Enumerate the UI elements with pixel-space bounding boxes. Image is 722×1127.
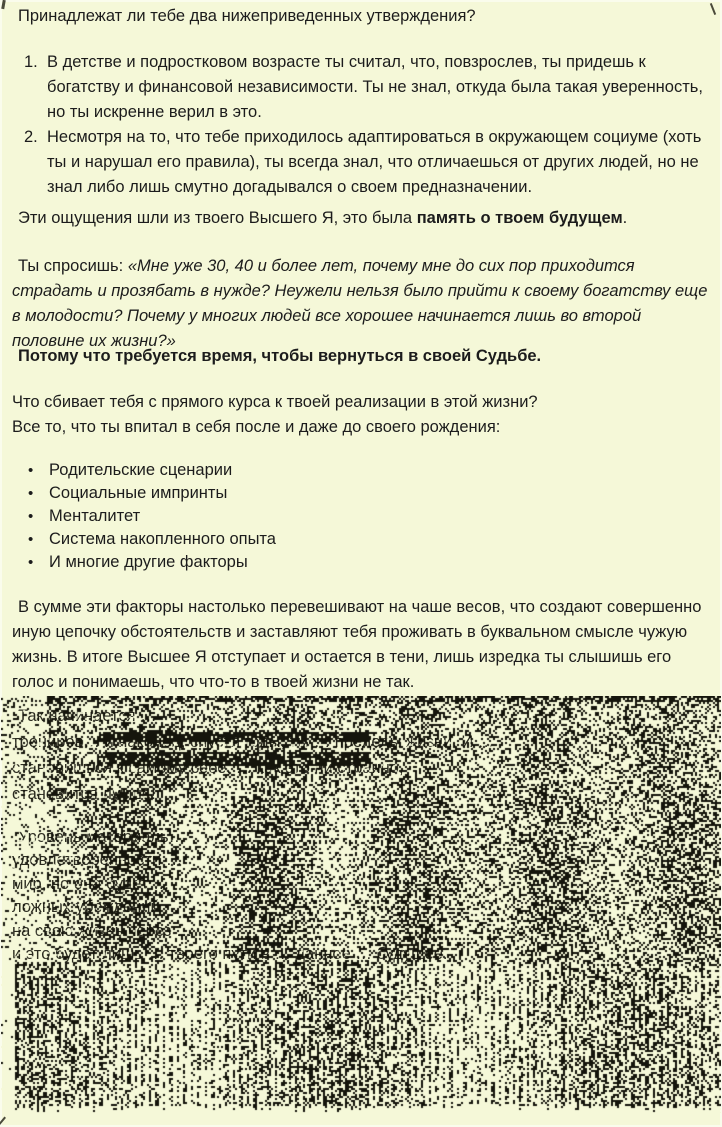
factor-item: • Социальные импринты xyxy=(28,482,712,505)
statements-list xyxy=(24,50,712,200)
factor-item: • И многие другие факторы xyxy=(28,551,712,574)
question-paragraph-quote: «Мне уже 30, 40 и более лет, почему мне до сих пор приходится страдать и прозябать в нужде? Неужели нельзя было прийти к своему богатству еще в молодости? Почему у многих людей все хорошее начинается лишь во второй половине их жизни?» xyxy=(12,257,708,350)
list-item-text: В детстве и подростковом возрасте ты считал, что, повзрослев, ты придешь к богатству и финансовой независимости. Ты не знал, откуда была такая уверенность, но ты искренне верил в это. xyxy=(47,53,703,121)
list-item xyxy=(24,125,712,200)
course-intro: Все то, что ты впитал в себя после и даже до своего рождения: xyxy=(12,418,501,436)
corrupted-region xyxy=(0,696,722,1113)
memory-paragraph-bold: память о твоем будущем xyxy=(416,209,623,227)
course-question: Что сбивает тебя с прямого курса к твоей реализации в этой жизни? xyxy=(12,393,538,411)
corrupted-noise-canvas xyxy=(1,696,721,1113)
corner-artifact xyxy=(1,0,6,9)
factor-item: • Менталитет xyxy=(28,505,712,528)
factor-item: • Родительские сценарии xyxy=(28,459,712,482)
list-item-number: 2. xyxy=(24,128,38,146)
factors-list xyxy=(28,459,712,574)
memory-paragraph-prefix: Эти ощущения шли из твоего Высшего Я, это была xyxy=(18,209,417,227)
memory-paragraph-suffix: . xyxy=(622,209,628,227)
list-item-text: Несмотря на то, что тебе приходилось адаптироваться в окружающем социуме (хоть ты и нарушал его правила), ты всегда знал, что отличаешься от других людей, но не знал либо лишь смутно догадывался о своем предназначении. xyxy=(47,128,702,196)
list-item-number: 1. xyxy=(24,53,38,71)
intro-question: Принадлежат ли тебе два нижеприведенных утверждения? xyxy=(18,7,476,25)
sum-paragraph: В сумме эти факторы настолько перевешивают на чаше весов, что создают совершенно иную цепочку обстоятельств и заставляют тебя проживать в буквальном смысле чужую жизнь. В итоге Высшее Я отступает и остается в тени, лишь изредка ты слышишь его голос и понимаешь, что что-то в твоей жизни не так. xyxy=(12,598,702,691)
list-item xyxy=(24,50,712,125)
question-paragraph xyxy=(12,254,712,354)
factor-item: • Система накопленного опыта xyxy=(28,528,712,551)
answer-statement: Потому что требуется время, чтобы вернуться в своей Судьбе. xyxy=(18,347,542,365)
corner-artifact xyxy=(0,1117,6,1126)
memory-paragraph xyxy=(12,206,712,231)
question-paragraph-prefix: Ты спросишь: xyxy=(18,257,128,275)
